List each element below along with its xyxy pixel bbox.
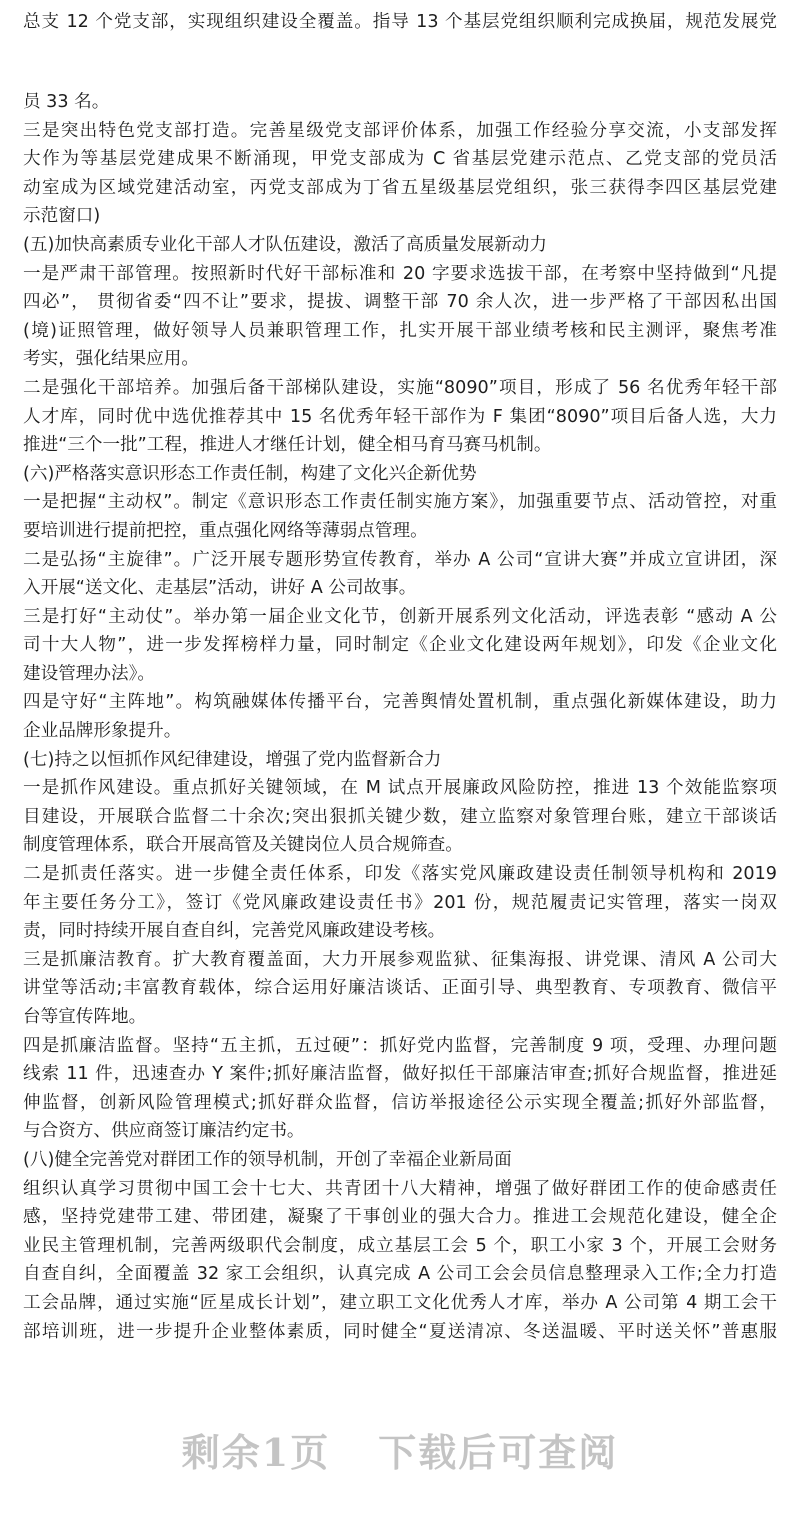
body-line: (五)加快高素质专业化干部人才队伍建设，激活了高质量发展新动力 xyxy=(23,234,547,255)
body-line: 一是把握“主动权”。制定《意识形态工作责任制实施方案》，加强重要节点、活动管控，对重 xyxy=(23,492,777,513)
previous-page-tail xyxy=(0,8,800,37)
body-line: 建设管理办法》。 xyxy=(23,663,155,684)
download-prompt[interactable] xyxy=(0,1422,800,1477)
body-line: 动室成为区域党建活动室，丙党支部成为丁省五星级基层党组织，张三获得李四区基层党建 xyxy=(23,177,777,198)
body-line: 制度管理体系，联合开展高管及关键岗位人员合规筛查。 xyxy=(23,835,463,856)
body-line: 员 33 名。 xyxy=(23,92,110,112)
body-line: 组织认真学习贯彻中国工会十七大、共青团十八大精神，增强了做好群团工作的使命感责任 xyxy=(23,1178,777,1199)
body-line: 目建设，开展联合监督二十余次;突出狠抓关键少数，建立监察对象管理台账，建立干部谈话 xyxy=(23,806,777,827)
body-line: 示范窗口) xyxy=(23,206,101,227)
body-line: 责，同时持续开展自查自纠，完善党风廉政建设考核。 xyxy=(23,921,446,942)
remaining-pages-label: 剩余1页 xyxy=(181,1430,331,1475)
body-line: 司十大人物”，进一步发挥榜样力量，同时制定《企业文化建设两年规划》，印发《企业文化 xyxy=(23,635,777,656)
body-line: 年主要任务分工》，签订《党风廉政建设责任书》201 份，规范履责记实管理，落实一岗双 xyxy=(23,892,777,913)
body-line: 四是守好“主阵地”。构筑融媒体传播平台，完善舆情处置机制，重点强化新媒体建设，助力 xyxy=(23,692,777,713)
body-line: 推进“三个一批”工程，推进人才继任计划，健全相马育马赛马机制。 xyxy=(23,435,552,456)
body-line: 三是打好“主动仗”。举办第一届企业文化节，创新开展系列文化活动，评选表彰 “感动 A 公 xyxy=(23,606,777,627)
body-line: 三是突出特色党支部打造。完善星级党支部评价体系，加强工作经验分享交流，小支部发挥 xyxy=(23,120,777,141)
body-line: 企业品牌形象提升。 xyxy=(23,721,182,742)
body-line: 大作为等基层党建成果不断涌现，甲党支部成为 C 省基层党建示范点、乙党支部的党员活 xyxy=(23,149,777,170)
body-line: 考实，强化结果应用。 xyxy=(23,349,199,370)
body-line: 四是抓廉洁监督。坚持“五主抓，五过硬”：抓好党内监督，完善制度 9 项，受理、办理问题 xyxy=(23,1035,777,1056)
body-line: 感，坚持党建带工建、带团建，凝聚了干事创业的强大合力。推进工会规范化建设，健全企 xyxy=(23,1207,777,1228)
body-line: 四必”， 贯彻省委“四不让”要求，提拔、调整干部 70 余人次，进一步严格了干部因私出国 xyxy=(23,292,777,313)
body-line: 自查自纠，全面覆盖 32 家工会组织，认真完成 A 公司工会会员信息整理录入工作;全力打造 xyxy=(23,1264,777,1285)
body-line: 台等宣传阵地。 xyxy=(23,1007,147,1027)
body-line: (境)证照管理，做好领导人员兼职管理工作，扎实开展干部业绩考核和民主测评，聚焦考准 xyxy=(23,320,777,341)
body-line: 与合资方、供应商签订廉洁约定书。 xyxy=(23,1121,305,1142)
body-line: 二是强化干部培养。加强后备干部梯队建设，实施“8090”项目，形成了 56 名优秀年轻干部 xyxy=(23,377,777,398)
body-line: 二是弘扬“主旋律”。广泛开展专题形势宣传教育，举办 A 公司“宣讲大赛”并成立宣讲团，深 xyxy=(23,549,777,570)
body-line: 工会品牌，通过实施“匠星成长计划”，建立职工文化优秀人才库，举办 A 公司第 4 期工会干 xyxy=(23,1292,777,1313)
body-line: 一是抓作风建设。重点抓好关键领域，在 M 试点开展廉政风险防控，推进 13 个效能监察项 xyxy=(23,778,777,799)
body-line: 讲堂等活动;丰富教育载体，综合运用好廉洁谈话、正面引导、典型教育、专项教育、微信平 xyxy=(23,978,777,999)
body-line: 伸监督，创新风险管理模式;抓好群众监督，信访举报途径公示实现全覆盖;抓好外部监督， xyxy=(23,1092,777,1113)
body-line: 入开展“送文化、走基层”活动，讲好 A 公司故事。 xyxy=(23,578,417,599)
body-line: 三是抓廉洁教育。扩大教育覆盖面，大力开展参观监狱、征集海报、讲党课、清风 A 公司大 xyxy=(23,949,777,970)
body-line: (六)严格落实意识形态工作责任制，构建了文化兴企新优势 xyxy=(23,463,477,484)
document-body xyxy=(0,88,800,1346)
body-line: 部培训班，进一步提升企业整体素质，同时健全“夏送清凉、冬送温暖、平时送关怀”普惠服 xyxy=(23,1321,777,1342)
body-line: 总支 12 个党支部，实现组织建设全覆盖。指导 13 个基层党组织顺利完成换届，规范发展党 xyxy=(23,12,777,32)
body-line: (八)健全完善党对群团工作的领导机制，开创了幸福企业新局面 xyxy=(23,1149,512,1170)
body-line: 一是严肃干部管理。按照新时代好干部标准和 20 字要求选拔干部，在考察中坚持做到“凡提 xyxy=(23,263,777,284)
body-line: 业民主管理机制，完善两级职代会制度，成立基层工会 5 个，职工小家 3 个，开展工会财务 xyxy=(23,1235,777,1256)
body-line: 要培训进行提前把控，重点强化网络等薄弱点管理。 xyxy=(23,520,428,541)
download-to-view-label: 下载后可查阅 xyxy=(378,1430,619,1475)
body-line: 二是抓责任落实。进一步健全责任体系，印发《落实党风廉政建设责任制领导机构和 2019 xyxy=(23,864,777,885)
body-line: (七)持之以恒抓作风纪律建设，增强了党内监督新合力 xyxy=(23,749,442,770)
body-line: 人才库，同时优中选优推荐其中 15 名优秀年轻干部作为 F 集团“8090”项目后备人选，大力 xyxy=(23,406,777,427)
body-line: 线索 11 件，迅速查办 Y 案件;抓好廉洁监督，做好拟任干部廉洁审查;抓好合规监督，推进延 xyxy=(23,1064,777,1085)
